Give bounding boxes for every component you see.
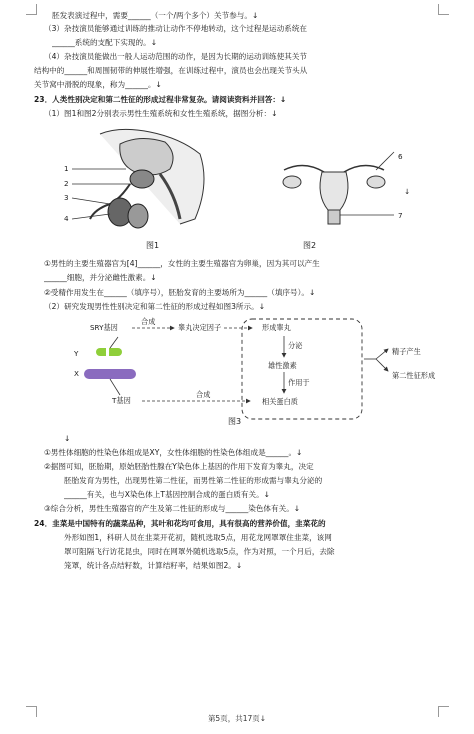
sperm-production: 精子产生 — [392, 347, 421, 356]
page-footer: 第5页，共17页↓ — [207, 714, 267, 723]
male-hormone: 雄性激素 — [268, 361, 297, 370]
question-23-title: 23．人类性别决定和第二性征的形成过程非常复杂。请阅读资料并回答：↓ — [34, 95, 287, 104]
synthesis-label-1: 合成 — [141, 317, 156, 326]
t-gene-label: T基因 — [112, 396, 131, 405]
figure-2-female-system — [264, 140, 404, 230]
text-line: 胚发表演过程中，需要______（一个/两个多个）关节参与。↓ — [52, 11, 259, 20]
related-protein: 相关蛋白质 — [262, 397, 298, 406]
fig2-label-7: 7 — [398, 211, 403, 220]
secondary-sex-traits: 第二性征形成 — [392, 371, 436, 380]
fig2-arrow-mark: ↓ — [404, 187, 411, 196]
text-line: 胚胎发育为男性，出现男性第二性征，而男性第二性征的形成需与睾丸分泌的 — [64, 476, 323, 485]
corner-mark-top-left — [26, 4, 37, 15]
fig2-label-6: 6 — [398, 152, 403, 161]
text-line: ↓ — [64, 434, 71, 443]
text-line: 结构中的______和周围韧带的伸展性增强，在训练过程中，演员也会出现关节头从 — [34, 66, 308, 75]
question-24-title: 24．韭菜是中国特有的蔬菜品种，其叶和花均可食用，具有很高的营养价值，韭菜花的 — [34, 519, 326, 528]
fig1-label-4: 4 — [64, 214, 69, 223]
text-line: （2）研究发现男性性别决定和第二性征的形成过程如图3所示。↓ — [44, 302, 266, 311]
figure-1-caption: 图1 — [146, 241, 160, 250]
text-line: 关节窝中滑脱的现象，称为______。↓ — [34, 80, 162, 89]
text-line: ③综合分析，男性生殖器官的产生及第二性征的形成与______染色体有关。↓ — [44, 504, 301, 513]
text-line: ______有关，也与X染色体上T基因控制合成的蛋白质有关。↓ — [64, 490, 271, 499]
text-line: 罩可阻隔飞行访花昆虫，同时在网罩外随机选取5点，作为对照，一个月后，去除 — [64, 547, 335, 556]
x-chromosome-label: X — [74, 369, 79, 378]
y-chromosome-label: Y — [74, 349, 79, 358]
text-line: ①男性的主要生殖器官为[4]______，女性的主要生殖器官为卵巢，因为其可以产生 — [44, 259, 320, 268]
figure-2-caption: 图2 — [303, 241, 317, 250]
figure-3-caption: 图3 — [228, 417, 242, 426]
form-testis: 形成睾丸 — [262, 323, 291, 332]
text-line: （3）杂技演员能够通过训练的推动让动作不停地转动，这个过程是运动系统在 — [44, 24, 308, 33]
text-line: （4）杂技演员能做出一般人运动范围的动作，是因为长期的运动训练使其关节 — [44, 52, 308, 61]
text-line: （1）图1和图2分别表示男性生殖系统和女性生殖系统，据图分析：↓ — [44, 109, 278, 118]
figure-1-male-system — [60, 124, 220, 234]
fig1-label-2: 2 — [64, 179, 69, 188]
fig1-label-3: 3 — [64, 193, 69, 202]
fig1-label-1: 1 — [64, 164, 69, 173]
secrete-label: 分泌 — [288, 341, 303, 350]
testis-determining-factor: 睾丸决定因子 — [178, 323, 222, 332]
text-line: ②受精作用发生在______（填序号），胚胎发育的主要场所为______（填序号）。↓ — [44, 288, 316, 297]
text-line: ②据图可知，胚胎期，原始胚胎性腺在Y染色体上基因的作用下发育为睾丸，决定 — [44, 462, 314, 471]
text-line: ______细胞，并分泌雌性激素。↓ — [44, 273, 157, 282]
text-line: 笼罩，统计各点结籽数，计算结籽率，结果如图2。↓ — [64, 561, 243, 570]
text-line: ______系统的支配下实现的。↓ — [52, 38, 158, 47]
acts-on-label: 作用于 — [288, 378, 310, 387]
text-line: 外形如图1，科研人员在韭菜开花初，随机选取5点，用花龙网罩罩住韭菜，该网 — [64, 533, 332, 542]
figure-3-diagram — [74, 315, 404, 425]
text-line: ①男性体细胞的性染色体组成是XY，女性体细胞的性染色体组成是______。↓ — [44, 448, 303, 457]
sry-gene-label: SRY基因 — [90, 323, 118, 332]
synthesis-label-2: 合成 — [196, 390, 211, 399]
